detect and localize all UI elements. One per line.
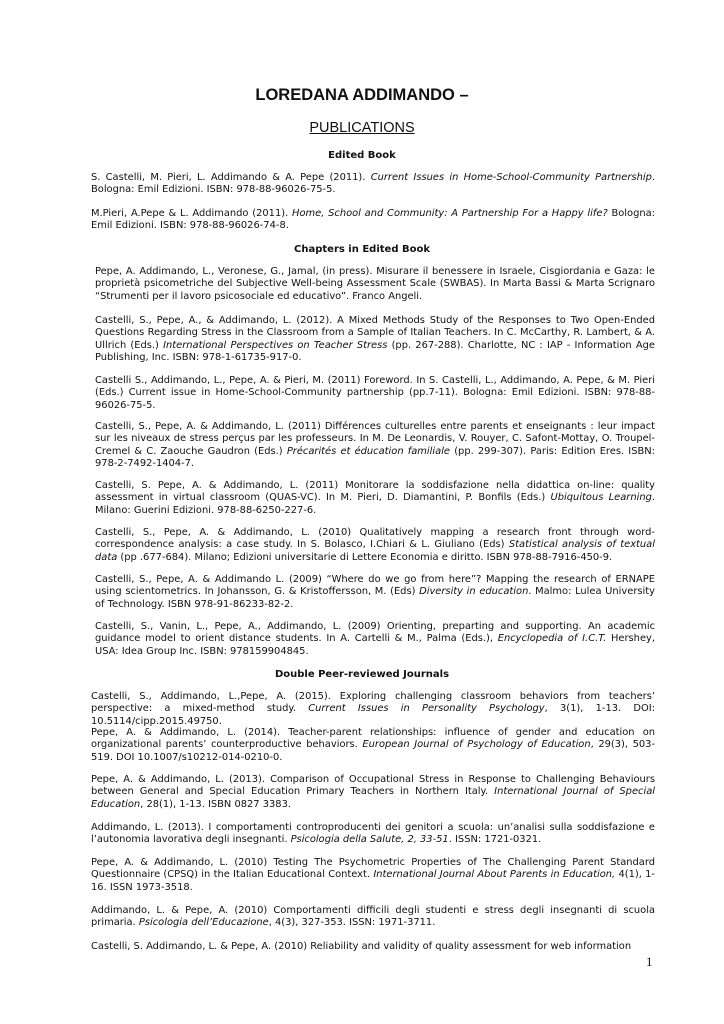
chapter-entry [95,421,655,470]
citation-title: Home, School and Community: A Partnership For a Happy life? [292,208,608,219]
citation-title: Diversity in education [419,586,529,598]
citation-details: , 28(1), 1-13. ISBN 0827 3383. [140,798,291,810]
citation-text: Pepe, A. & Addimando, L. (2013). Comparison of Occupational Stress in Response to Challenging Behaviours between General and Special Education Primary Teachers in Northern Italy. [91,774,655,798]
edited-book-entry [91,208,655,233]
citation-text: Castelli, S., Addimando, L.,Pepe, A. (2015). Exploring challenging classroom behaviors from teachers’ perspective: a mixed-method study. [91,691,655,715]
citation-title: Psicologia della Salute, 2, 33-51 [290,834,449,846]
citation-details: . ISSN: 1721-0321. [448,834,542,846]
citation-details: . Milano: Guerini Edizioni. 978-88-6250-227-6. [95,492,655,516]
citation-title: Précarités et éducation familiale [286,445,451,457]
publications-heading: PUBLICATIONS [309,120,415,136]
citation-title: Ubiquitous Learning [550,492,652,504]
citation-text: Addimando, L. (2013). I comportamenti controproducenti dei genitori a scuola: un’analisi sulla soddisfazione e l’autonomia lavorativa degli insegnanti. [91,822,655,846]
chapter-entry [95,621,655,658]
journal-entry [91,774,655,811]
citation-title: Current Issues in Personality Psychology [308,703,545,715]
citation-text: Castelli, S., Pepe, A. & Addimando L. (2009) “Where do we go from here”? Mapping the research of ERNAPE using scientometrics. In Johansson, G. & Kristoffersson, M. (Eds) [95,574,655,598]
citation-details: Bologna: Emil Edizioni. ISBN: 978-88-96026-74-8. [91,208,655,232]
citation-text: Castelli, S. Pepe, A. & Addimando, L. (2011) Monitorare la soddisfazione nella didattica on-line: quality assessment in virtual classroom (QUAS-VC). In M. Pieri, D. Diamantini, P. Bonfils (Eds.) [95,480,655,504]
citation-text: Castelli, S., Pepe, A., & Addimando, L. (2012). A Mixed Methods Study of the Responses to Two Open-Ended Questions Regarding Stress in the Classroom from a Sample of Italian Teachers. In C. McCarthy, R. Lambert, & A. Ullrich (Eds.) [95,315,655,351]
chapter-entry [95,527,655,564]
citation-title: Psicologia dell’Educazione [138,917,269,929]
citation-details: , 3(1), 1-13. DOI: 10.5114/cipp.2015.49750. [91,703,655,727]
journal-entry [91,822,655,847]
citation-text: M.Pieri, A.Pepe & L. Addimando (2011). [91,208,293,219]
citation-text: Castelli, S., Pepe, A. & Addimando, L. (2011) Différences culturelles entre parents et enseignants : leur impact sur les niveaux de stress perçus par les professeurs. In M. De Leonardis, V. Rouyer, C. Safont-Mottay, O. Troupel-Cremel & C. Zaouche Gaudron (Eds.) [95,421,655,457]
citation-text: Pepe, A. & Addimando, L. (2010) Testing The Psychometric Properties of The Challenging Parent Standard Questionnaire (CPSQ) in the Italian Educational Context. [91,857,655,881]
citation-title: Current Issues in Home-School-Community Partnership [370,172,652,183]
citation-text: Castelli S., Addimando, L., Pepe, A. & Pieri, M. (2011) Foreword. In S. Castelli, L., Addimando, A. Pepe, & M. Pieri (Eds.) Current issue in Home-School-Community partnership (pp.7-11). Bologna: Emil Edizioni. ISBN: 978-88-96026-75-5. [95,375,655,411]
citation-details: . Bologna: Emil Edizioni. ISBN: 978-88-96026-75-5. [91,172,655,196]
citation-details: (pp. 299-307). Paris: Edition Eres. ISBN: 978-2-7492-1404-7. [95,445,655,470]
section-chapters: Chapters in Edited Book [294,244,430,255]
journal-entry [91,905,655,930]
chapter-entry [95,574,655,611]
citation-title: International Journal of Special Education [91,786,655,810]
section-edited-book: Edited Book [328,150,396,161]
citation-details: , 29(3), 503-519. DOI 10.1007/s10212-014-0210-0. [91,739,656,763]
chapter-entry [95,266,655,303]
chapter-entry [95,480,655,517]
citation-details: . Malmo: Lulea University of Technology. ISBN 978-91-86233-82-2. [95,586,655,610]
edited-book-entry [91,172,655,197]
citation-title: International Journal About Parents in Education, [373,869,616,881]
journal-entry [91,857,655,894]
journal-entry [91,941,655,954]
citation-text: Castelli, S., Vanin, L., Pepe, A., Addimando, L. (2009) Orienting, preparting and supporting. An academic guidance model to orient distance students. In A. Cartelli & M., Palma (Eds.), [95,621,655,645]
citation-details: , 4(3), 327-353. ISSN: 1971-3711. [268,917,436,929]
citation-title: International Perspectives on Teacher Stress [163,339,388,351]
citation-title: Encyclopedia of I.C.T. [497,633,607,645]
chapter-entry [95,315,655,364]
page-number: 1 [646,954,653,969]
journal-entry [91,727,655,764]
section-journals: Double Peer-reviewed Journals [274,669,450,680]
citation-title: Statistical analysis of textual data [95,539,655,563]
citation-text: Castelli, S., Pepe, A. & Addimando, L. (2010) Qualitatively mapping a research front through word-correspondence analysis: a case study. In S. Bolasco, I.Chiari & L. Giuliano (Eds) [95,527,655,551]
citation-text: Pepe, A. & Addimando, L. (2014). Teacher-parent relationships: influence of gender and education on organizational parents’ counterproductive behaviors. [91,727,655,751]
citation-details: (pp .677-684). Milano; Edizioni universitarie di Lettere Economia e diritto. ISBN 978-88-7916-450-9. [117,551,613,563]
citation-details: 4(1), 1-16. ISSN 1973-3518. [91,869,655,893]
chapter-entry [95,375,655,412]
citation-text: Castelli, S. Addimando, L. & Pepe, A. (2010) Reliability and validity of quality assessment for web information [91,941,632,952]
citation-title: European Journal of Psychology of Education [362,739,591,751]
author-name: LOREDANA ADDIMANDO – [255,86,469,104]
citation-text: Pepe, A. Addimando, L., Veronese, G., Jamal, (in press). Misurare il benessere in Israele, Cisgiordania e Gaza: le proprietà psicometriche del Subjective Well-being Assessment Scale (SWBAS). In Marta Bassi & Marta Scrignaro “Strumenti per il lavoro psicosociale ed educativo”. Franco Angeli. [95,266,655,302]
citation-details: Hershey, USA: Idea Group Inc. ISBN: 978159904845. [95,633,655,657]
citation-text: S. Castelli, M. Pieri, L. Addimando & A. Pepe (2011). [91,172,371,183]
citation-text: Addimando, L. & Pepe, A. (2010) Comportamenti difficili degli studenti e stress degli insegnanti di scuola primaria. [91,905,655,929]
journal-entry [91,691,655,728]
citation-details: (pp. 267-288). Charlotte, NC : IAP - Information Age Publishing, Inc. ISBN: 978-1-61735-917-0. [95,339,655,364]
